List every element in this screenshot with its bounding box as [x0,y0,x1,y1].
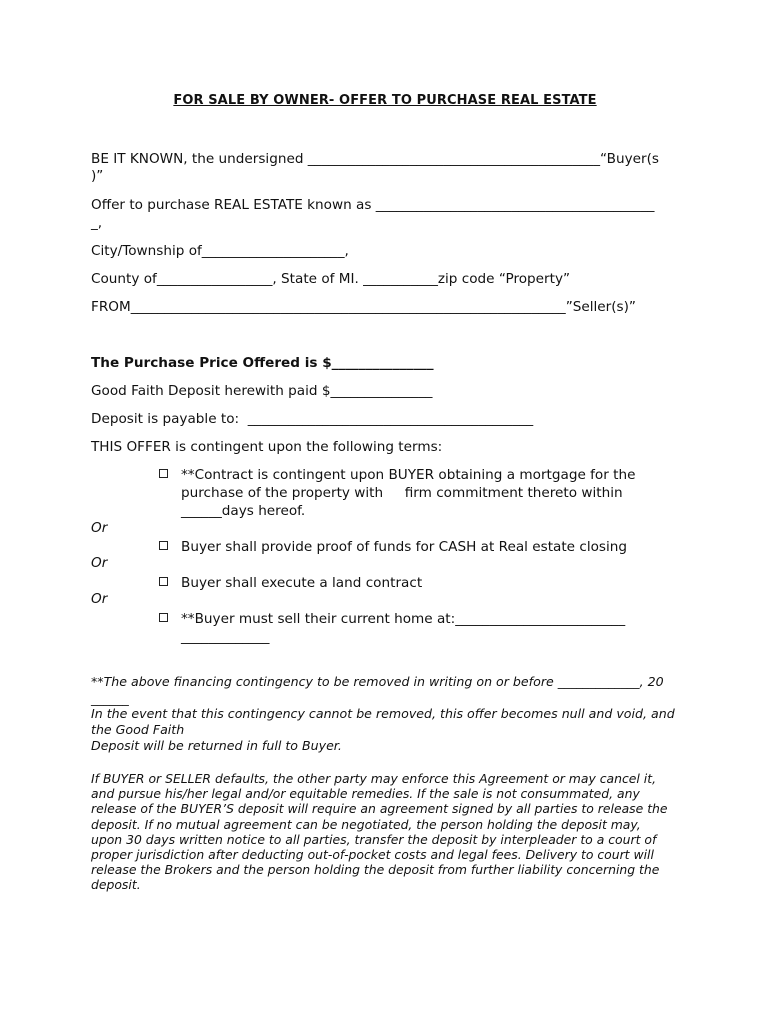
financing-note-line-1: **The above financing contingency to be removed in writing on or before _____________, 20 [91,674,664,689]
default-line-7: release the Brokers and the person holding the deposit from further liability concerning the [91,862,660,878]
financing-note-line-2: ______ [91,691,129,706]
cash-option-line-1: Buyer shall provide proof of funds for CASH at Real estate closing [181,539,628,555]
mortgage-option-line-3: ______days hereof. [181,503,306,519]
default-paragraph [91,771,686,893]
sell-home-option-line-1: **Buyer must sell their current home at:_________________________ [181,611,626,627]
cash-checkbox[interactable] [159,541,168,550]
offer-line-1: Offer to purchase REAL ESTATE known as _________________________________________ [91,197,655,213]
price-line: The Purchase Price Offered is $_______________ [91,355,434,371]
sell-home-checkbox[interactable] [159,613,168,622]
contingent-line: THIS OFFER is contingent upon the following terms: [91,439,443,455]
land-contract-option-line-1: Buyer shall execute a land contract [181,575,423,591]
default-line-2: and pursue his/her legal and/or equitable remedies. If the sale is not consummated, any [91,786,640,802]
default-line-6: proper jurisdiction after deducting out-of-pocket costs and legal fees. Delivery to court will [91,847,654,863]
default-line-5: upon 30 days written notice to all parties, transfer the deposit by interpleader to a court of [91,831,657,847]
sell-home-option [159,610,659,646]
or-label-1: Or [91,520,108,536]
from-line: FROM________________________________________________________________”Seller(s)” [91,299,636,315]
buyer-line-1: BE IT KNOWN, the undersigned ___________________________________________“Buyer(s [91,151,659,167]
document-title: FOR SALE BY OWNER- OFFER TO PURCHASE REAL ESTATE [173,93,597,108]
mortgage-option-line-2: purchase of the property with firm commitment thereto within [181,485,623,501]
default-line-3: release of the BUYER’S deposit will require an agreement signed by all parties to release the [91,801,668,817]
sell-home-option-line-2: _____________ [181,629,270,645]
default-line-1: If BUYER or SELLER defaults, the other party may enforce this Agreement or may cancel it, [91,771,657,786]
land-contract-checkbox[interactable] [159,577,168,586]
payable-line: Deposit is payable to: __________________________________________ [91,411,534,427]
default-line-8: deposit. [91,877,141,893]
void-note-line-2: the Good Faith [91,722,185,737]
offer-line-2: _, [91,215,103,231]
mortgage-option [159,466,659,520]
default-line-4: deposit. If no mutual agreement can be negotiated, the person holding the deposit may, [91,816,641,832]
deposit-line: Good Faith Deposit herewith paid $_______________ [91,383,433,399]
mortgage-checkbox[interactable] [159,469,168,478]
void-note [91,706,686,754]
mortgage-option-line-1: **Contract is contingent upon BUYER obtaining a mortgage for the [181,467,636,483]
or-label-3: Or [91,591,108,607]
void-note-line-3: Deposit will be returned in full to Buyer. [91,738,342,753]
buyer-line-2: )” [91,168,104,184]
financing-note [91,673,686,707]
land-contract-option [159,574,659,592]
void-note-line-1: In the event that this contingency cannot be removed, this offer becomes null and void, and [91,706,675,721]
county-line: County of_________________, State of MI. ___________zip code “Property” [91,271,571,287]
city-line: City/Township of_____________________, [91,243,349,259]
cash-option [159,538,659,556]
or-label-2: Or [91,555,108,571]
